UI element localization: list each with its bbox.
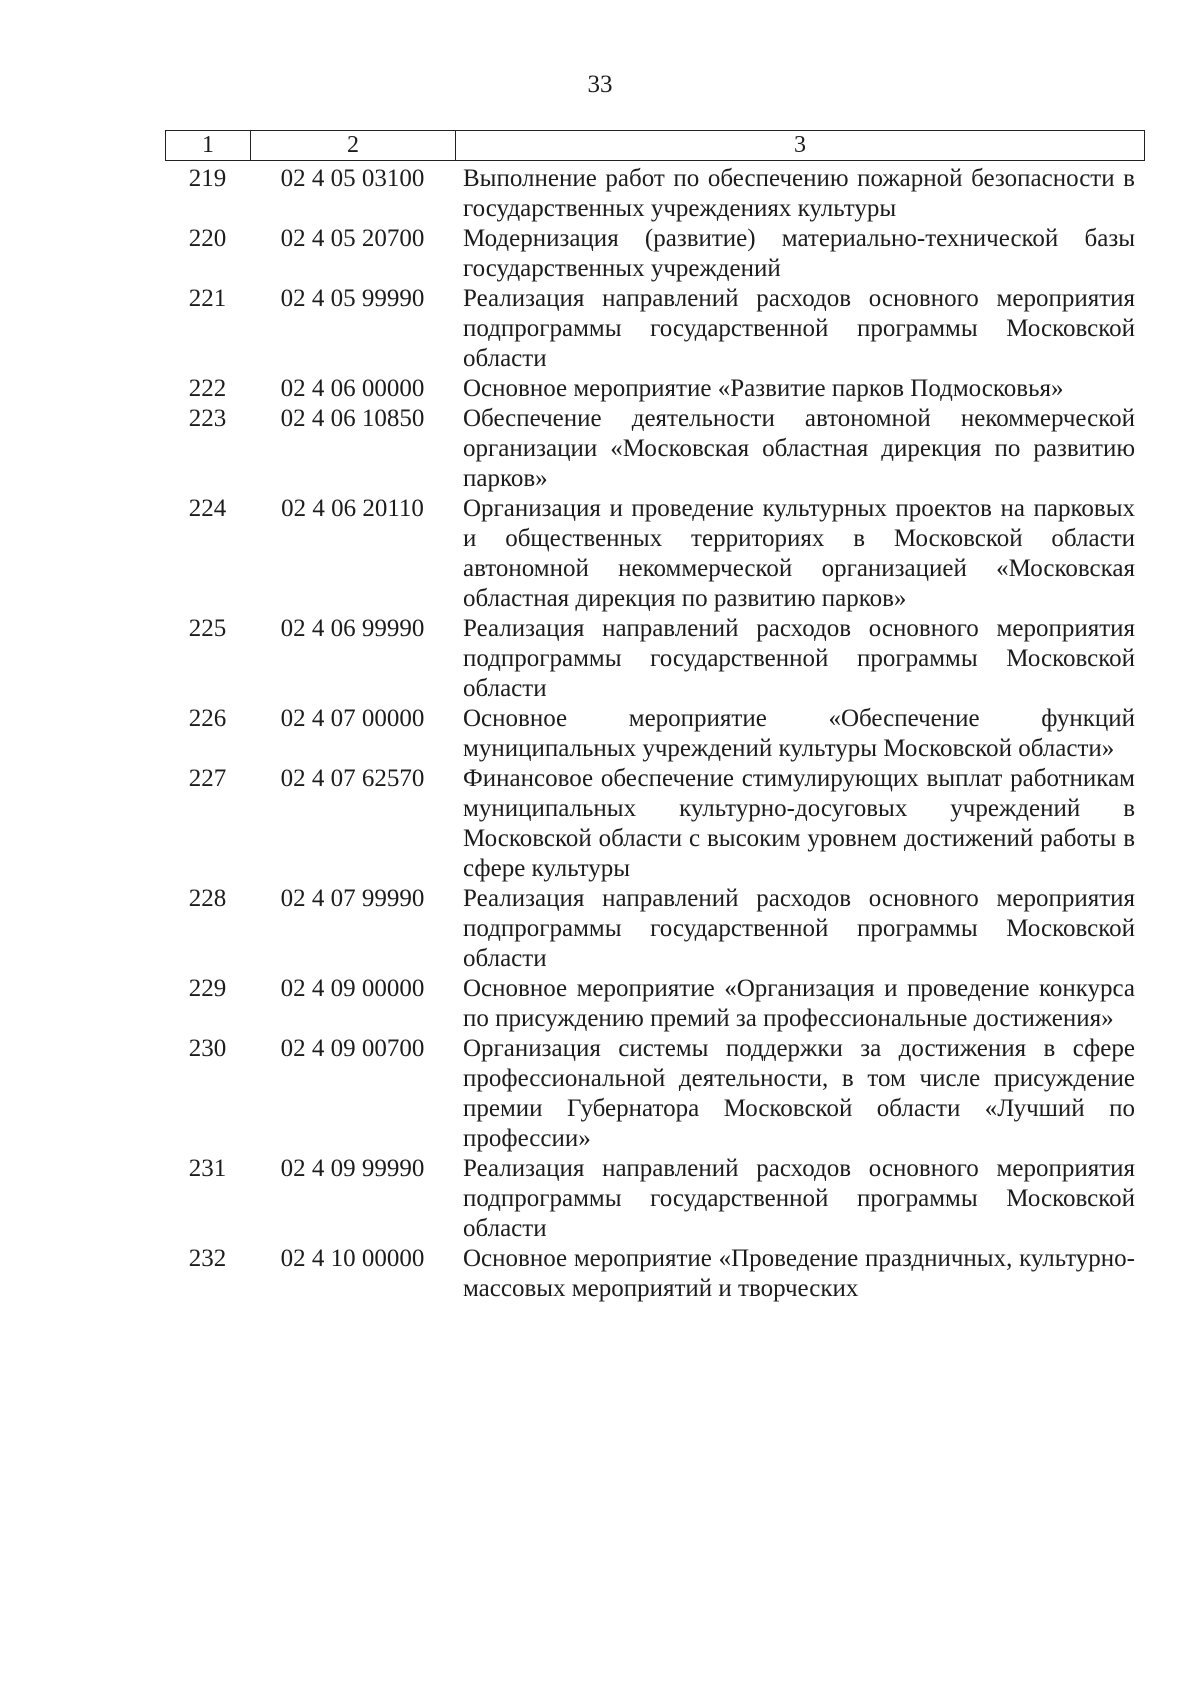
table-row xyxy=(165,974,1145,1034)
table-row xyxy=(165,884,1145,974)
row-number: 231 xyxy=(188,1155,227,1182)
expense-description: Организация и проведение культурных проектов на парковых и общественных территориях в Московской области автономной некоммерческой организацией «Московская областная дирекция по развитию парков» xyxy=(463,495,1135,612)
expense-description: Финансовое обеспечение стимулирующих выплат работникам муниципальных культурно-досуговых учреждений в Московской области с высоким уровнем достижений работы в сфере культуры xyxy=(463,765,1135,882)
row-number: 232 xyxy=(188,1245,227,1272)
budget-classification-table xyxy=(165,130,1145,1304)
table-row xyxy=(165,614,1145,704)
budget-code: 02 4 07 62570 xyxy=(280,765,425,792)
row-number: 227 xyxy=(188,765,227,792)
table-row xyxy=(165,374,1145,404)
budget-code: 02 4 06 99990 xyxy=(280,615,425,642)
expense-description: Основное мероприятие «Развитие парков Подмосковья» xyxy=(463,375,1064,402)
expense-description: Модернизация (развитие) материально-технической базы государственных учреждений xyxy=(463,225,1135,282)
row-number: 219 xyxy=(188,165,227,192)
expense-description: Реализация направлений расходов основного мероприятия подпрограммы государственной программы Московской области xyxy=(463,615,1135,702)
budget-code: 02 4 07 00000 xyxy=(280,705,425,732)
table-row xyxy=(165,164,1145,224)
budget-code: 02 4 07 99990 xyxy=(280,885,425,912)
row-number: 230 xyxy=(188,1035,227,1062)
table-row xyxy=(165,224,1145,284)
budget-code: 02 4 09 00700 xyxy=(280,1035,425,1062)
expense-description: Реализация направлений расходов основного мероприятия подпрограммы государственной программы Московской области xyxy=(463,1155,1135,1242)
row-number: 223 xyxy=(188,405,227,432)
table-row xyxy=(165,494,1145,614)
table-column-header xyxy=(165,130,1145,161)
table-row xyxy=(165,1154,1145,1244)
expense-description: Реализация направлений расходов основного мероприятия подпрограммы государственной программы Московской области xyxy=(463,285,1135,372)
budget-code: 02 4 05 20700 xyxy=(280,225,425,252)
expense-description: Основное мероприятие «Обеспечение функций муниципальных учреждений культуры Московской области» xyxy=(463,705,1135,762)
table-row xyxy=(165,404,1145,494)
row-number: 225 xyxy=(188,615,227,642)
budget-code: 02 4 05 03100 xyxy=(280,165,425,192)
budget-code: 02 4 09 00000 xyxy=(280,975,425,1002)
row-number: 221 xyxy=(188,285,227,312)
budget-code: 02 4 06 10850 xyxy=(280,405,425,432)
row-number: 228 xyxy=(188,885,227,912)
table-row xyxy=(165,284,1145,374)
expense-description: Реализация направлений расходов основного мероприятия подпрограммы государственной программы Московской области xyxy=(463,885,1135,972)
expense-description: Организация системы поддержки за достижения в сфере профессиональной деятельности, в том числе присуждение премии Губернатора Московской области «Лучший по профессии» xyxy=(463,1035,1135,1152)
budget-code: 02 4 06 00000 xyxy=(280,375,425,402)
expense-description: Основное мероприятие «Организация и проведение конкурса по присуждению премий за профессиональные достижения» xyxy=(463,975,1135,1032)
table-row xyxy=(165,764,1145,884)
page-number: 33 xyxy=(587,71,613,98)
expense-description: Обеспечение деятельности автономной некоммерческой организации «Московская областная дирекция по развитию парков» xyxy=(463,405,1135,492)
expense-description: Выполнение работ по обеспечению пожарной безопасности в государственных учреждениях культуры xyxy=(463,165,1135,222)
row-number: 226 xyxy=(188,705,227,732)
row-number: 224 xyxy=(188,495,227,522)
expense-description: Основное мероприятие «Проведение праздничных, культурно-массовых мероприятий и творческих xyxy=(463,1245,1135,1302)
table-body xyxy=(165,164,1145,1304)
budget-code: 02 4 05 99990 xyxy=(280,285,425,312)
row-number: 229 xyxy=(188,975,227,1002)
table-row xyxy=(165,1244,1145,1304)
table-row xyxy=(165,1034,1145,1154)
column-header-2: 2 xyxy=(251,131,456,160)
row-number: 222 xyxy=(188,375,227,402)
budget-code: 02 4 10 00000 xyxy=(280,1245,425,1272)
column-header-3: 3 xyxy=(794,132,806,158)
row-number: 220 xyxy=(188,225,227,252)
budget-code: 02 4 06 20110 xyxy=(281,495,424,522)
column-header-1: 1 xyxy=(166,131,251,160)
table-row xyxy=(165,704,1145,764)
budget-code: 02 4 09 99990 xyxy=(280,1155,425,1182)
